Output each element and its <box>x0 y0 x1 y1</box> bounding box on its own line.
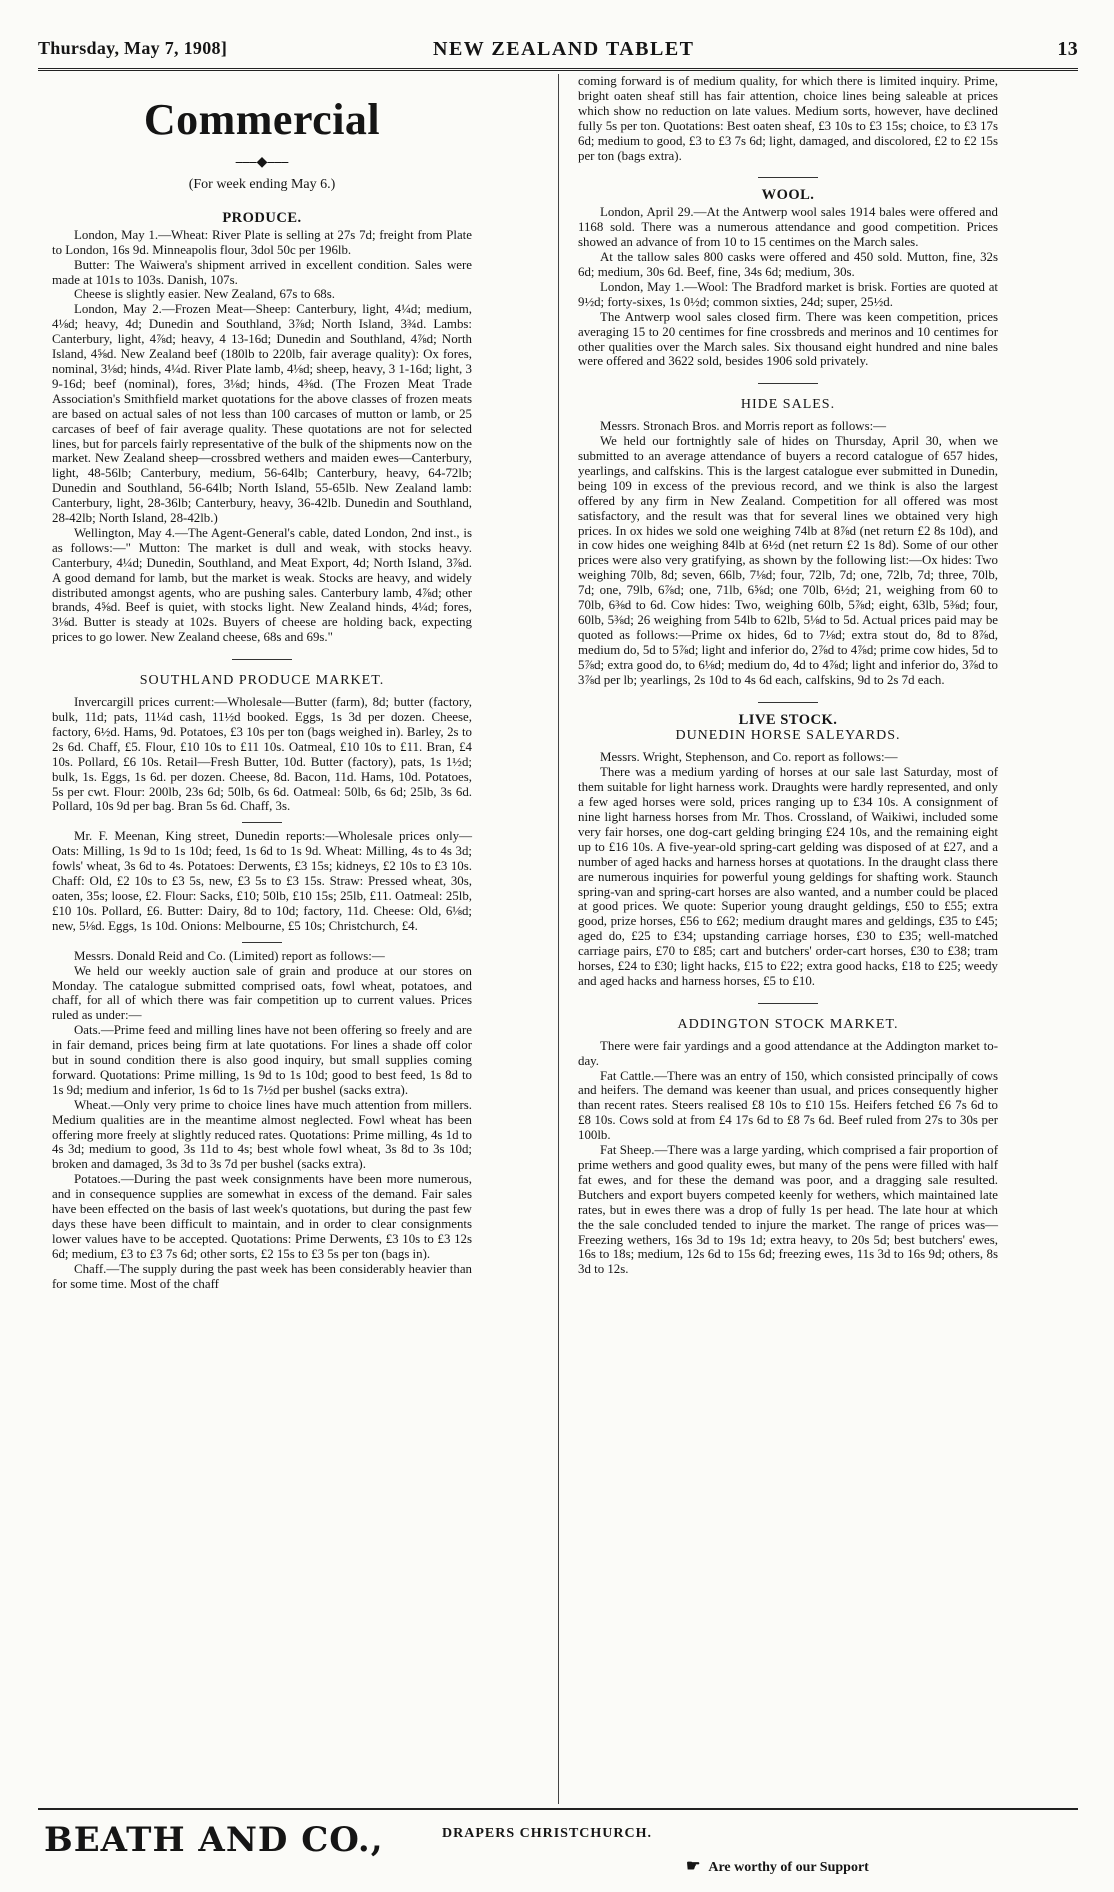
section-rule <box>242 822 282 823</box>
column-divider <box>558 74 559 1804</box>
article-paragraph: There were fair yardings and a good attendance at the Addington market to-day. <box>578 1038 998 1068</box>
slogan-text: Are worthy of our Support <box>708 1860 869 1875</box>
addington-heading: ADDINGTON STOCK MARKET. <box>677 1016 899 1032</box>
section-rule <box>758 1003 818 1004</box>
article-paragraph: Messrs. Wright, Stephenson, and Co. report as follows:— <box>600 750 898 765</box>
advertiser-name: BEATH AND CO., <box>44 1820 384 1860</box>
section-masthead: Commercial <box>143 95 381 144</box>
publication-title: NEW ZEALAND TABLET <box>433 38 695 60</box>
horse-saleyards-heading: DUNEDIN HORSE SALEYARDS. <box>675 728 901 744</box>
header-rule <box>38 68 1078 71</box>
section-rule <box>758 177 818 178</box>
article-paragraph: At the tallow sales 800 casks were offered and 450 sold. Mutton, fine, 32s 6d; medium, 30s 6d. Beef, fine, 34s 6d; medium, 30s. <box>578 250 998 279</box>
section-rule <box>242 942 282 943</box>
southland-heading: SOUTHLAND PRODUCE MARKET. <box>139 673 385 689</box>
left-column <box>52 78 472 1292</box>
article-paragraph: We held our fortnightly sale of hides on Thursday, April 30, when we submitted to an average attendance of buyers a record catalogue of 657 hides, yearlings, and calfskins. This is the largest catalogue ever submitted in Dunedin, being 109 in excess of the previous record, and we think is also the largest offered by any firm in New Zealand. Competition for all offered was most satisfactory, and the result was that for several lines we obtained very high prices. In ox hides we sold one weighing 74lb at 8⅞d (net return £2 8s 10d), and in cow hides one weighing 84lb at 6½d (net return £2 1s 8d). Some of our other prices were also very gratifying, as shown by the following list:—Ox hides: Two weighing 70lb, 8d; seven, 66lb, 7⅛d; four, 72lb, 7d; one, 72lb, 7d; three, 70lb, 7d; one, 79lb, 6⅞d; one, 71lb, 6⅝d; one 70lb, 6½d; 21, weighing from 60 to 70lb, 6⅜d to 6d. Cow hides: Two, weighing 60lb, 5⅞d; eight, 63lb, 5⅜d; four, 60lb, 5⅜d; 26 weighing from 54lb to 62lb, 5⅛d to 5d. Actual prices paid may be quoted as follows:—Prime ox hides, 6d to 7⅛d; extra stout do, 8d to 8⅞d, medium do, 5d to 5⅞d; light and inferior do, 2⅞d to 4⅞d; prime cow hides, 5d to 5⅞d; extra good do, to 6⅛d; medium do, 4d to 4⅞d; light and inferior do, 3⅞d to 3⅞d per lb; yearlings, 2s 10d to 4s 6d each, calfskins, 9d to 2s 7d each. <box>578 434 998 687</box>
article-paragraph: London, May 2.—Frozen Meat—Sheep: Canterbury, light, 4¼d; medium, 4⅛d; heavy, 4d; Dunedin and Southland, 3⅞d; North Island, 3¾d. Lambs: Canterbury, light, 4⅞d; heavy, 4 13-16d; Dunedin and Southland, 4⅞d; North Island, 4⅝d. New Zealand beef (180lb to 220lb, fair average quality): Ox fores, nominal, 3⅛d; hinds, 4¼d. River Plate lamb, 4⅛d; sheep, heavy, 3 1-16d; light, 3 9-16d; beef (nominal), fores, 3⅛d; hinds, 4⅜d. (The Frozen Meat Trade Association's Smithfield market quotations for the above classes of frozen meats are based on actual sales of not less than 100 carcases of mutton or lamb, or 25 carcases of beef of fair average quality. These quotations are not for selected lines, but for parcels fairly representative of the bulk of the shipments now on the market. New Zealand sheep—crossbred wethers and maiden ewes—Canterbury, light, 48-56lb; Canterbury, medium, 56-64lb; Canterbury, heavy, 64-72lb; Dunedin and Southland, 56-64lb; North Island, 55-65lb. New Zealand lamb: Canterbury, light, 28-36lb; Canterbury, heavy, 36-42lb. Dunedin and Southland, 28-42lb; North Island, 28-42lb.) <box>52 302 472 526</box>
section-rule <box>758 702 818 703</box>
article-paragraph: Chaff.—The supply during the past week has been considerably heavier than for some time. Most of the chaff <box>52 1261 472 1291</box>
advert-footer <box>38 1808 1078 1875</box>
article-paragraph: Potatoes.—During the past week consignments have been more numerous, and in consequence supplies are somewhat in excess of the demand. Fair sales have been effected on the basis of last week's quotations, but during the past few days these have been difficult to maintain, and in order to clear consignments lower values have to be accepted. Quotations: Prime Derwents, £3 10s to £3 12s 6d; medium, £3 to £3 7s 6d; other sorts, £2 15s to £3 5s per ton (bags in). <box>52 1172 472 1261</box>
section-rule <box>758 383 818 384</box>
article-paragraph: We held our weekly auction sale of grain and produce at our stores on Monday. The catalogue submitted comprised oats, fowl wheat, potatoes, and chaff, for all of which there was fair competition up to current values. Prices ruled as under:— <box>52 963 472 1023</box>
produce-heading: PRODUCE. <box>222 209 302 226</box>
hide-sales-heading: HIDE SALES. <box>740 397 836 413</box>
article-paragraph: Invercargill prices current:—Wholesale—Butter (farm), 8d; butter (factory, bulk, 11d; pats, 11¼d cash, 11½d booked. Eggs, 1s 3d per dozen. Cheese, factory, 6½d. Hams, 9d. Potatoes, £3 10s per ton (bags weighed in). Barley, 2s to 2s 6d. Chaff, £5. Flour, £10 10s to £11 10s. Oatmeal, £10 10s to £11. Bran, £4 10s. Pollard, £6 10s. Retail—Fresh Butter, 10d. Butter (factory), pats, 1s 1½d; bulk, 1s. Eggs, 1s 6d. per dozen. Cheese, 8d. Bacon, 11d. Hams, 10d. Potatoes, 5s per cwt. Flour: 200lb, 23s 6d; 50lb, 6s 6d. Oatmeal: 50lb, 6s 6d; 25lb, 3s 6d. Pollard, 10s 9d per bag. Bran 5s 6d. Chaff, 3s. <box>52 695 472 814</box>
article-paragraph: Oats.—Prime feed and milling lines have not been offering so freely and are in fair demand, prices being firm at late quotations. For lines a shade off color but in sound condition there is also good inquiry, but small supplies coming forward. Quotations: Prime milling, 1s 9d to 1s 10d; good to best feed, 1s 8d to 1s 9d; medium and inferior, 1s 6d to 1s 7½d per bushel (sacks extra). <box>52 1023 472 1097</box>
article-paragraph: London, May 1.—Wool: The Bradford market is brisk. Forties are quoted at 9½d; forty-sixes, 1s 0½d; common sixties, 24d; super, 25½d. <box>578 279 998 309</box>
continued-paragraph: coming forward is of medium quality, for which there is limited inquiry. Prime, bright oaten sheaf still has fair attention, choice lines being saleable at prices which show no reduction on late values. Medium sorts, however, have declined fully 5s per ton. Quotations: Best oaten sheaf, £3 10s to £3 15s; choice, to £3 17s 6d; medium to good, £3 to £3 7s 6d; light, damaged, and discolored, £2 to £2 15s per ton (bags extra). <box>578 74 998 163</box>
ornament-divider: ⎯⎯⎯◆⎯⎯⎯ <box>235 155 289 170</box>
week-subtitle: (For week ending May 6.) <box>188 177 336 192</box>
section-rule <box>232 659 292 660</box>
article-paragraph: Wellington, May 4.—The Agent-General's cable, dated London, 2nd inst., is as follows:—" Mutton: The market is dull and weak, with stocks heavy. Canterbury, 4¼d; Dunedin, Southland, and Meat Export, 4d; North Island, 3⅞d. A good demand for lamb, but the market is weak. Stocks are heavy, and widely distributed amongst agents, who are pushing sales. Canterbury lamb, 4⅞d; other brands, 4⅝d. Beef is quiet, with stocks light. New Zealand hinds, 4¼d; fores, 3⅛d. Butter is steady at 102s. Buyers of cheese are holding back, expecting prices to go lower. New Zealand cheese, 68s and 69s." <box>52 525 472 645</box>
article-paragraph: Messrs. Stronach Bros. and Morris report as follows:— <box>600 419 887 434</box>
wool-heading: WOOL. <box>761 187 815 204</box>
right-column <box>578 74 998 1277</box>
article-paragraph: The Antwerp wool sales closed firm. There was keen competition, prices averaging 15 to 20 centimes for fine crossbreds and merinos and 10 centimes for other qualities over the March sales. Six thousand eight hundred and nine bales were offered and 3622 sold, besides 1906 sold privately. <box>578 309 998 369</box>
advertiser-trade: DRAPERS CHRISTCHURCH. <box>442 1826 653 1841</box>
pointing-hand-icon: ☛ <box>686 1858 701 1875</box>
page-header <box>38 34 1078 68</box>
article-paragraph: Messrs. Donald Reid and Co. (Limited) report as follows:— <box>74 948 385 963</box>
article-paragraph: Mr. F. Meenan, King street, Dunedin reports:—Wholesale prices only—Oats: Milling, 1s 9d to 1s 10d; feed, 1s 6d to 1s 9d. Wheat: Milling, 4s to 4s 3d; fowls' wheat, 3s 6d to 4s. Potatoes: Derwents, £3 15s; kidneys, £2 10s to £3 10s. Chaff: Old, £2 10s to £3 5s, new, £3 5s to £3 15s. Straw: Pressed wheat, 30s, oaten, 35s; loose, £2. Flour: Sacks, £10; 50lb, £10 15s; 25lb, £11. Oatmeal: 25lb, £10 10s. Pollard, £6. Butter: Dairy, 8d to 10d; factory, 11d. Cheese: Old, 6⅛d; new, 5⅛d. Eggs, 1s 10d. Onions: Melbourne, £5 10s; Christchurch, £4. <box>52 829 472 933</box>
article-paragraph: Butter: The Waiwera's shipment arrived in excellent condition. Sales were made at 101s to 103s. Danish, 107s. <box>52 257 472 287</box>
article-paragraph: There was a medium yarding of horses at our sale last Saturday, most of them suitable for light harness work. Draughts were hardly represented, and only a few aged horses were sold, prices ranging up to £34 10s. A consignment of nine light harness horses from Mr. Thos. Crossland, of Waikiwi, included some very fair horses, one dog-cart gelding bringing £24 10s, and the remaining eight up to £16 10s. A five-year-old spring-cart gelding was disposed of at £27, and a number of aged hacks and harness horses at quotations. In the draught class there are numerous inquiries for powerful young geldings for shafting work. Staunch spring-van and spring-cart horses are also wanted, and a number could be placed at good prices. We quote: Superior young draught geldings, £50 to £55; extra good, prize horses, £56 to £62; medium draught mares and geldings, £35 to £45; aged do, £25 to £34; upstanding carriage horses, £30 to £35; well-matched carriage pairs, £70 to £85; cart and butchers' order-cart horses, £30 to £38; tram horses, £24 to £30; light hacks, £15 to £22; extra good hacks, £18 to £25; weedy and aged hacks and harness horses, £5 to £10. <box>578 765 998 988</box>
article-paragraph: London, May 1.—Wheat: River Plate is selling at 27s 7d; freight from Plate to London, 16s 9d. Minneapolis flour, 3dol 50c per 196lb. <box>52 227 472 257</box>
article-paragraph: Fat Sheep.—There was a large yarding, which comprised a fair proportion of prime wethers and good quality ewes, but many of the pens were filled with half fat ewes, and for these the demand was poor, and a dragging sale resulted. Butchers and export buyers competed keenly for wethers, which maintained late rates, but in ewes there was a drop of fully 1s per head. The late hour at which the the sale concluded tended to injure the market. The range of prices was—Freezing wethers, 16s 3d to 19s 1d; extra heavy, to 20s 5d; best butchers' ewes, 16s to 18s; medium, 12s 6d to 15s 6d; freezing ewes, 11s 3d to 16s 9d; others, 8s 3d to 12s. <box>578 1143 998 1277</box>
article-paragraph: London, April 29.—At the Antwerp wool sales 1914 bales were offered and 1168 sold. There was a numerous attendance and good competition. Prices showed an advance of from 10 to 15 centimes on the March sales. <box>578 205 998 250</box>
issue-date: Thursday, May 7, 1908] <box>38 38 228 58</box>
advert-slogan <box>686 1856 869 1876</box>
page-number: 13 <box>1057 38 1078 60</box>
article-paragraph: Cheese is slightly easier. New Zealand, 67s to 68s. <box>74 287 335 302</box>
footer-rule <box>38 1808 1078 1810</box>
article-paragraph: Wheat.—Only very prime to choice lines have much attention from millers. Medium qualities are in the meantime almost neglected. Fowl wheat has been offering more freely at slightly reduced rates. Quotations: Prime milling, 4s 1d to 4s 3d; medium to good, 3s 11d to 4s; best whole fowl wheat, 3s 8d to 3s 10d; broken and damaged, 3s 3d to 3s 7d per bushel (sacks extra). <box>52 1097 472 1172</box>
article-paragraph: Fat Cattle.—There was an entry of 150, which consisted principally of cows and heifers. The demand was keener than usual, and prices consequently higher than recent rates. Steers realised £8 10s to £10 15s. Heifers fetched £6 7s 6d to £8 10s. Cows sold at from £4 17s 6d to £8 7s 6d. Beef ruled from 27s to 30s per 100lb. <box>578 1068 998 1143</box>
live-stock-heading: LIVE STOCK. <box>738 711 838 728</box>
